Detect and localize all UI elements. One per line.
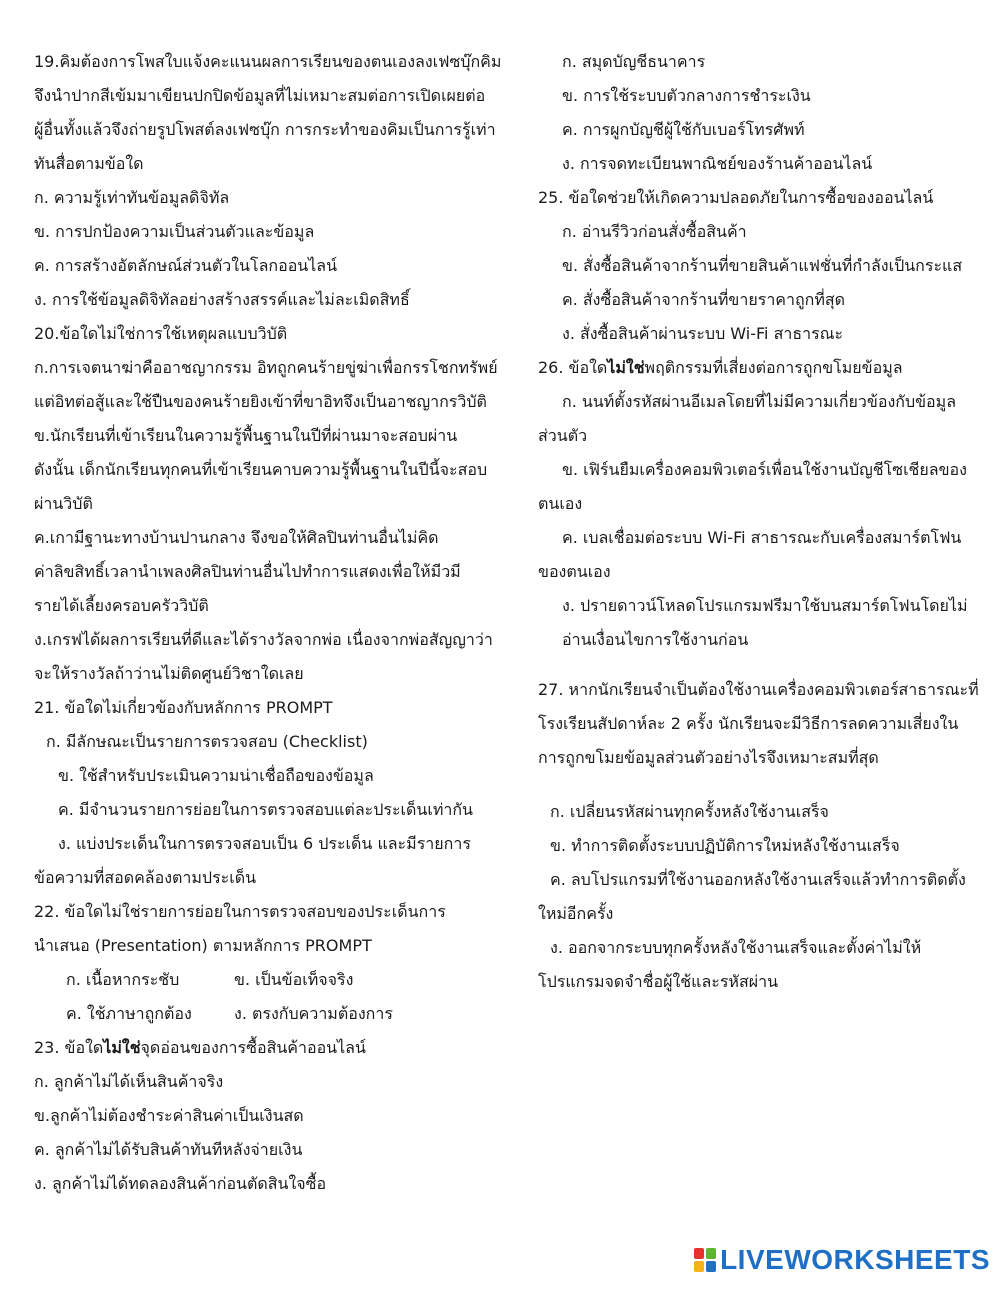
q19-option-a[interactable]: ก. ความรู้เท่าทันข้อมูลดิจิทัล	[34, 188, 230, 207]
q20-option-b[interactable]: ข.นักเรียนที่เข้าเรียนในความรู้พื้นฐานในปีที่ผ่านมาจะสอบผ่าน	[34, 426, 458, 445]
q26-option-c-cont: ของตนเอง	[538, 562, 611, 581]
q21-option-b[interactable]: ข. ใช้สำหรับประเมินความน่าเชื่อถือของข้อมูล	[58, 766, 374, 785]
logo-tile	[694, 1248, 704, 1259]
q21-option-d[interactable]: ง. แบ่งประเด็นในการตรวจสอบเป็น 6 ประเด็น และมีรายการ	[58, 834, 471, 853]
q19-stem-line: ทันสื่อตามข้อใด	[34, 154, 144, 173]
q26-option-c[interactable]: ค. เบลเชื่อมต่อระบบ Wi-Fi สาธารณะกับเครื่องสมาร์ตโฟน	[562, 528, 962, 547]
q27-option-c[interactable]: ค. ลบโปรแกรมที่ใช้งานออกหลังใช้งานเสร็จแล้วทำการติดตั้ง	[550, 870, 966, 889]
q19-option-c[interactable]: ค. การสร้างอัตลักษณ์ส่วนตัวในโลกออนไลน์	[34, 256, 338, 275]
q20-option-d-cont: จะให้รางวัลถ้าว่านไม่ติดศูนย์วิชาใดเลย	[34, 664, 304, 683]
q19-stem-line: 19.คิมต้องการโพสใบแจ้งคะแนนผลการเรียนของตนเองลงเฟซบุ๊กคิม	[34, 52, 502, 71]
spacer	[538, 775, 978, 795]
q21-option-a[interactable]: ก. มีลักษณะเป็นรายการตรวจสอบ (Checklist)	[46, 732, 368, 751]
q27-option-a[interactable]: ก. เปลี่ยนรหัสผ่านทุกครั้งหลังใช้งานเสร็จ	[550, 802, 829, 821]
q26-option-a[interactable]: ก. นนท์ตั้งรหัสผ่านอีเมลโดยที่ไม่มีความเกี่ยวข้องกับข้อมูล	[562, 392, 956, 411]
q25-option-c[interactable]: ค. สั่งซื้อสินค้าจากร้านที่ขายราคาถูกที่สุด	[562, 290, 846, 309]
q22-option-a[interactable]: ก. เนื้อหากระชับ	[66, 970, 180, 989]
q26-stem	[538, 351, 978, 385]
q20-option-a-cont: แต่อิทต่อสู้และใช้ปืนของคนร้ายยิงเข้าที่ขาอิทจึงเป็นอาชญากรวิบัติ	[34, 392, 487, 411]
q27-option-d[interactable]: ง. ออกจากระบบทุกครั้งหลังใช้งานเสร็จและตั้งค่าไม่ให้	[550, 938, 922, 957]
q21-option-d-cont: ข้อความที่สอดคล้องตามประเด็น	[34, 868, 257, 887]
q22-option-c[interactable]: ค. ใช้ภาษาถูกต้อง	[66, 1004, 192, 1023]
q22-stem-line: 22. ข้อใดไม่ใช่รายการย่อยในการตรวจสอบของประเด็นการ	[34, 902, 446, 921]
q22-options-row-2	[34, 997, 522, 1031]
q25-option-d[interactable]: ง. สั่งซื้อสินค้าผ่านระบบ Wi-Fi สาธารณะ	[562, 324, 844, 343]
q20-option-d[interactable]: ง.เกรฟได้ผลการเรียนที่ดีและได้รางวัลจากพ่อ เนื่องจากพ่อสัญญาว่า	[34, 630, 493, 649]
q26-option-b[interactable]: ข. เฟิร์นยืมเครื่องคอมพิวเตอร์เพื่อนใช้งานบัญชีโซเชียลของ	[562, 460, 967, 479]
spacer	[538, 657, 978, 673]
q27-stem-line: 27. หากนักเรียนจำเป็นต้องใช้งานเครื่องคอมพิวเตอร์สาธารณะที่	[538, 680, 979, 699]
q23-stem-emphasis: ไม่ใช่	[103, 1038, 141, 1057]
q19-stem-line: จึงนำปากสีเข้มมาเขียนปกปิดข้อมูลที่ไม่เหมาะสมต่อการเปิดเผยต่อ	[34, 86, 486, 105]
q25-stem: 25. ข้อใดช่วยให้เกิดความปลอดภัยในการซื้อของออนไลน์	[538, 188, 934, 207]
q26-option-a-cont: ส่วนตัว	[538, 426, 588, 445]
q27-stem-line: โรงเรียนสัปดาห์ละ 2 ครั้ง นักเรียนจะมีวิธีการลดความเสี่ยงใน	[538, 714, 959, 733]
q21-option-c[interactable]: ค. มีจำนวนรายการย่อยในการตรวจสอบแต่ละประเด็นเท่ากัน	[58, 800, 473, 819]
logo-tile	[694, 1261, 704, 1272]
q22-stem-line: นำเสนอ (Presentation) ตามหลักการ PROMPT	[34, 936, 372, 955]
q20-option-c-cont: รายได้เลี้ยงครอบครัววิบัติ	[34, 596, 209, 615]
q22-option-b[interactable]: ข. เป็นข้อเท็จจริง	[234, 970, 354, 989]
q20-option-c-cont: ค่าลิขสิทธิ์เวลานำเพลงศิลปินท่านอื่นไปทำการแสดงเพื่อให้มีวมี	[34, 562, 461, 581]
q24-option-a[interactable]: ก. สมุดบัญชีธนาคาร	[562, 52, 706, 71]
q26-stem-post: พฤติกรรมที่เสี่ยงต่อการถูกขโมยข้อมูล	[644, 358, 903, 377]
q27-option-c-cont: ใหม่อีกครั้ง	[538, 904, 614, 923]
q27-option-b[interactable]: ข. ทำการติดตั้งระบบปฏิบัติการใหม่หลังใช้งานเสร็จ	[550, 836, 900, 855]
q20-option-b-cont: ดังนั้น เด็กนักเรียนทุกคนที่เข้าเรียนคาบความรู้พื้นฐานในปีนี้จะสอบ	[34, 460, 488, 479]
q27-stem-line: การถูกขโมยข้อมูลส่วนตัวอย่างไรจึงเหมาะสมที่สุด	[538, 748, 879, 767]
brand-name: LIVEWORKSHEETS	[720, 1244, 990, 1275]
q22-option-d[interactable]: ง. ตรงกับความต้องการ	[234, 1004, 393, 1023]
q19-stem-line: ผู้อื่นทั้งแล้วจึงถ่ายรูปโพสต์ลงเฟซบุ๊ก การกระทำของคิมเป็นการรู้เท่า	[34, 120, 496, 139]
q26-stem-pre: 26. ข้อใด	[538, 358, 608, 377]
q23-stem	[34, 1031, 522, 1065]
right-column	[538, 45, 978, 999]
q20-option-b-cont: ผ่านวิบัติ	[34, 494, 93, 513]
q27-option-d-cont: โปรแกรมจดจำชื่อผู้ใช้และรหัสผ่าน	[538, 972, 779, 991]
logo-tile	[706, 1248, 716, 1259]
q21-stem: 21. ข้อใดไม่เกี่ยวข้องกับหลักการ PROMPT	[34, 698, 333, 717]
footer-brand	[694, 1243, 990, 1277]
q25-option-a[interactable]: ก. อ่านรีวิวก่อนสั่งซื้อสินค้า	[562, 222, 747, 241]
q25-option-b[interactable]: ข. สั่งซื้อสินค้าจากร้านที่ขายสินค้าแฟชั่นที่กำลังเป็นกระแส	[562, 256, 963, 275]
q23-stem-post: จุดอ่อนของการซื้อสินค้าออนไลน์	[140, 1038, 366, 1057]
q19-option-b[interactable]: ข. การปกป้องความเป็นส่วนตัวและข้อมูล	[34, 222, 315, 241]
q22-options-row-1	[34, 963, 522, 997]
q24-option-b[interactable]: ข. การใช้ระบบตัวกลางการชำระเงิน	[562, 86, 811, 105]
q24-option-c[interactable]: ค. การผูกบัญชีผู้ใช้กับเบอร์โทรศัพท์	[562, 120, 805, 139]
liveworksheets-logo-icon	[694, 1248, 716, 1272]
logo-tile	[706, 1261, 716, 1272]
q26-option-d-cont: อ่านเงื่อนไขการใช้งานก่อน	[562, 630, 749, 649]
q26-option-b-cont: ตนเอง	[538, 494, 583, 513]
q26-option-d[interactable]: ง. ปรายดาวน์โหลดโปรแกรมฟรีมาใช้บนสมาร์ตโฟนโดยไม่	[562, 596, 968, 615]
q20-option-a[interactable]: ก.การเจตนาฆ่าคืออาชญากรรม อิทถูกคนร้ายขู่ฆ่าเพื่อกรรโชกทรัพย์	[34, 358, 498, 377]
q23-stem-pre: 23. ข้อใด	[34, 1038, 104, 1057]
q23-option-b[interactable]: ข.ลูกค้าไม่ต้องชำระค่าสินค่าเป็นเงินสด	[34, 1106, 304, 1125]
q26-stem-emphasis: ไม่ใช่	[607, 358, 645, 377]
q20-option-c[interactable]: ค.เกามีฐานะทางบ้านปานกลาง จึงขอให้ศิลปินท่านอื่นไม่คิด	[34, 528, 439, 547]
left-column	[34, 45, 522, 1201]
q24-option-d[interactable]: ง. การจดทะเบียนพาณิชย์ของร้านค้าออนไลน์	[562, 154, 873, 173]
q23-option-a[interactable]: ก. ลูกค้าไม่ได้เห็นสินค้าจริง	[34, 1072, 224, 1091]
q23-option-c[interactable]: ค. ลูกค้าไม่ได้รับสินค้าทันทีหลังจ่ายเงิน	[34, 1140, 303, 1159]
q20-stem: 20.ข้อใดไม่ใช่การใช้เหตุผลแบบวิบัติ	[34, 324, 288, 343]
q19-option-d[interactable]: ง. การใช้ข้อมูลดิจิทัลอย่างสร้างสรรค์และไม่ละเมิดสิทธิ์	[34, 290, 410, 309]
q23-option-d[interactable]: ง. ลูกค้าไม่ได้ทดลองสินค้าก่อนตัดสินใจซื้อ	[34, 1174, 327, 1193]
